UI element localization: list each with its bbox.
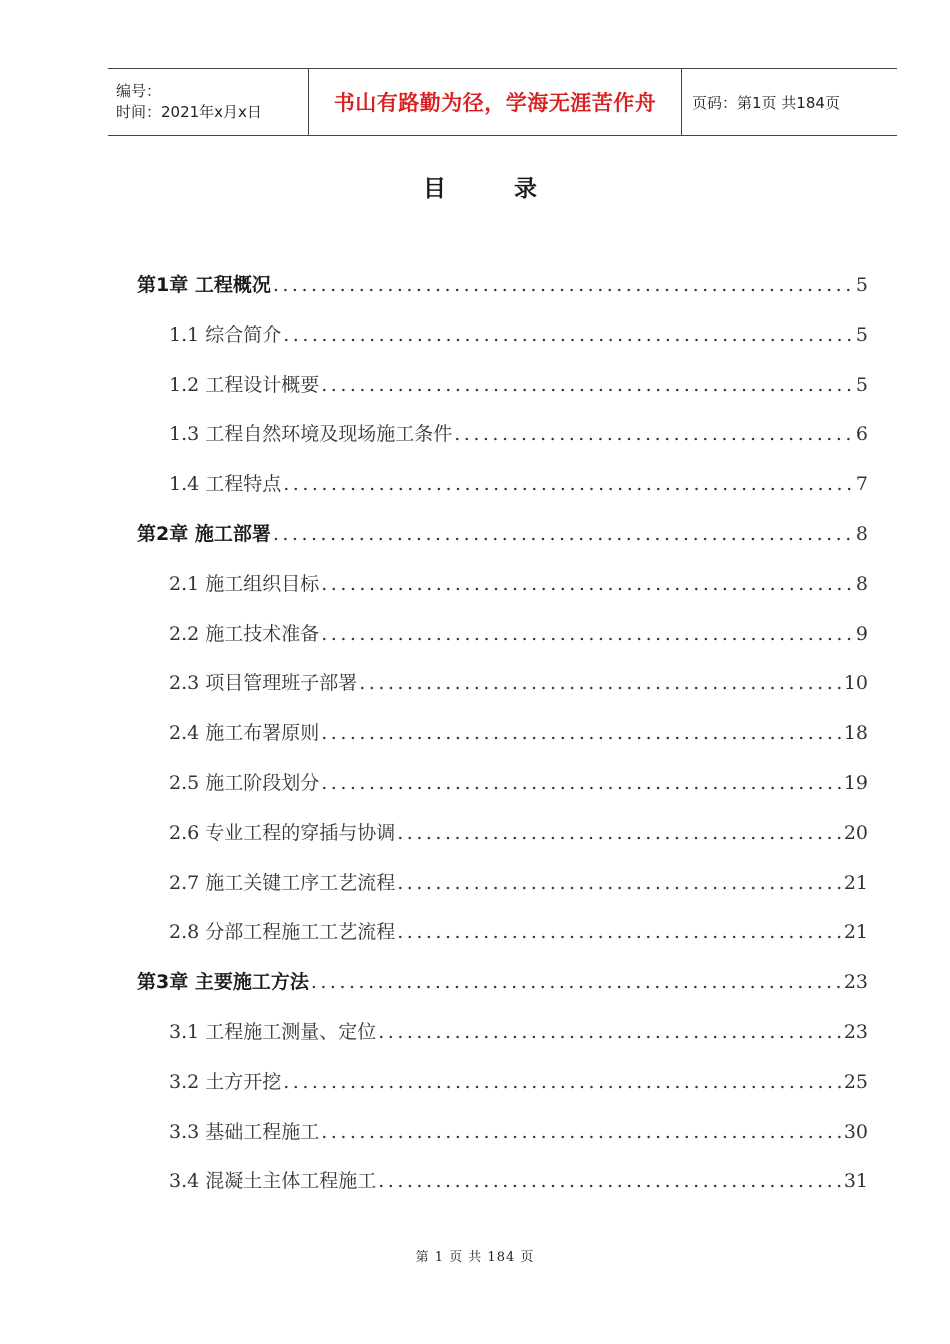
toc-entry-title: 1.4 工程特点 bbox=[169, 473, 282, 496]
toc-page-number: 8 bbox=[855, 572, 868, 595]
toc-page-number: 21 bbox=[843, 871, 868, 894]
toc-dot-leader bbox=[283, 459, 854, 509]
toc-page-number: 20 bbox=[843, 821, 868, 844]
toc-section-entry[interactable] bbox=[169, 609, 868, 659]
toc-section-entry[interactable] bbox=[169, 858, 868, 908]
toc-dot-leader bbox=[378, 1156, 842, 1206]
toc-page-number: 7 bbox=[855, 473, 868, 496]
toc-dot-leader bbox=[397, 808, 842, 858]
toc-dot-leader bbox=[321, 758, 842, 808]
toc-dot-leader bbox=[378, 1007, 842, 1057]
toc-page-number: 25 bbox=[843, 1070, 868, 1093]
toc-section-entry[interactable] bbox=[169, 808, 868, 858]
toc-entry-title: 2.6 专业工程的穿插与协调 bbox=[169, 821, 396, 844]
header-page-cell bbox=[682, 69, 897, 135]
toc-entry-title: 2.4 施工布署原则 bbox=[169, 722, 320, 745]
toc-entry-title: 第1章 工程概况 bbox=[137, 274, 271, 296]
toc-dot-leader bbox=[311, 957, 842, 1007]
toc-page-number: 8 bbox=[855, 523, 868, 545]
toc-page-number: 19 bbox=[843, 772, 868, 794]
header-motto-cell bbox=[309, 69, 682, 135]
toc-section-entry[interactable] bbox=[169, 409, 868, 459]
header-page-info: 页码：第1页 共184页 bbox=[692, 93, 840, 112]
toc-dot-leader bbox=[273, 260, 854, 310]
toc-dot-leader bbox=[321, 559, 854, 609]
toc-dot-leader bbox=[321, 708, 842, 758]
toc-entry-title: 3.2 土方开挖 bbox=[169, 1070, 282, 1093]
toc-dot-leader bbox=[454, 409, 854, 459]
toc-section-entry[interactable] bbox=[169, 310, 868, 360]
toc-dot-leader bbox=[321, 1107, 842, 1157]
toc-page-number: 23 bbox=[843, 971, 868, 994]
document-date-label: 时间：2021年x月x日 bbox=[116, 103, 262, 121]
toc-title: 目 录 bbox=[422, 176, 567, 202]
toc-dot-leader bbox=[321, 360, 854, 410]
toc-page-number: 5 bbox=[855, 323, 868, 346]
toc-section-entry[interactable] bbox=[169, 907, 868, 957]
header-motto: 书山有路勤为径，学海无涯苦作舟 bbox=[333, 91, 657, 115]
toc-section-entry[interactable] bbox=[169, 360, 868, 410]
toc-entry-title: 1.3 工程自然环境及现场施工条件 bbox=[169, 423, 453, 446]
header-meta-cell bbox=[108, 69, 309, 135]
toc-dot-leader bbox=[273, 509, 854, 559]
toc-page-number: 5 bbox=[855, 373, 868, 396]
toc-page-number: 18 bbox=[843, 722, 868, 745]
toc-entry-title: 2.1 施工组织目标 bbox=[169, 572, 320, 595]
toc-entry-title: 2.2 施工技术准备 bbox=[169, 622, 320, 645]
toc-entry-title: 第3章 主要施工方法 bbox=[137, 971, 309, 994]
toc-entry-title: 2.7 施工关键工序工艺流程 bbox=[169, 871, 396, 894]
toc-entry-title: 3.4 混凝土主体工程施工 bbox=[169, 1170, 377, 1193]
toc-chapter-entry[interactable] bbox=[137, 509, 868, 559]
toc-entry-title: 3.1 工程施工测量、定位 bbox=[169, 1021, 377, 1043]
toc-page-number: 30 bbox=[843, 1120, 868, 1143]
toc-entry-title: 第2章 施工部署 bbox=[137, 523, 271, 545]
page-footer: 第 1 页 共 184 页 bbox=[415, 1250, 535, 1265]
toc-page-number: 21 bbox=[843, 921, 868, 944]
toc-page-number: 9 bbox=[855, 622, 868, 645]
toc-chapter-entry[interactable] bbox=[137, 957, 868, 1007]
toc-section-entry[interactable] bbox=[169, 708, 868, 758]
toc-page-number: 23 bbox=[843, 1021, 868, 1043]
document-code-label: 编号： bbox=[116, 82, 162, 100]
toc-dot-leader bbox=[359, 658, 842, 708]
page-header bbox=[108, 68, 897, 136]
toc-section-entry[interactable] bbox=[169, 658, 868, 708]
toc-section-entry[interactable] bbox=[169, 1107, 868, 1157]
toc-page-number: 6 bbox=[855, 423, 868, 446]
toc-dot-leader bbox=[397, 858, 842, 908]
toc-section-entry[interactable] bbox=[169, 1057, 868, 1107]
toc-chapter-entry[interactable] bbox=[137, 260, 868, 310]
toc-page-number: 31 bbox=[843, 1170, 868, 1193]
toc-dot-leader bbox=[283, 310, 854, 360]
toc-entry-title: 1.1 综合简介 bbox=[169, 323, 282, 346]
toc-page-number: 10 bbox=[843, 672, 868, 695]
toc-dot-leader bbox=[283, 1057, 842, 1107]
toc-entry-title: 1.2 工程设计概要 bbox=[169, 373, 320, 396]
toc-section-entry[interactable] bbox=[169, 758, 868, 808]
toc-section-entry[interactable] bbox=[169, 559, 868, 609]
toc-entry-title: 3.3 基础工程施工 bbox=[169, 1120, 320, 1143]
toc-dot-leader bbox=[321, 609, 854, 659]
toc-entry-title: 2.5 施工阶段划分 bbox=[169, 772, 320, 794]
toc-dot-leader bbox=[397, 907, 842, 957]
toc-section-entry[interactable] bbox=[169, 1156, 868, 1206]
toc-section-entry[interactable] bbox=[169, 1007, 868, 1057]
toc-page-number: 5 bbox=[855, 274, 868, 296]
toc-entry-title: 2.3 项目管理班子部署 bbox=[169, 672, 358, 695]
toc-section-entry[interactable] bbox=[169, 459, 868, 509]
toc-entry-title: 2.8 分部工程施工工艺流程 bbox=[169, 921, 396, 944]
